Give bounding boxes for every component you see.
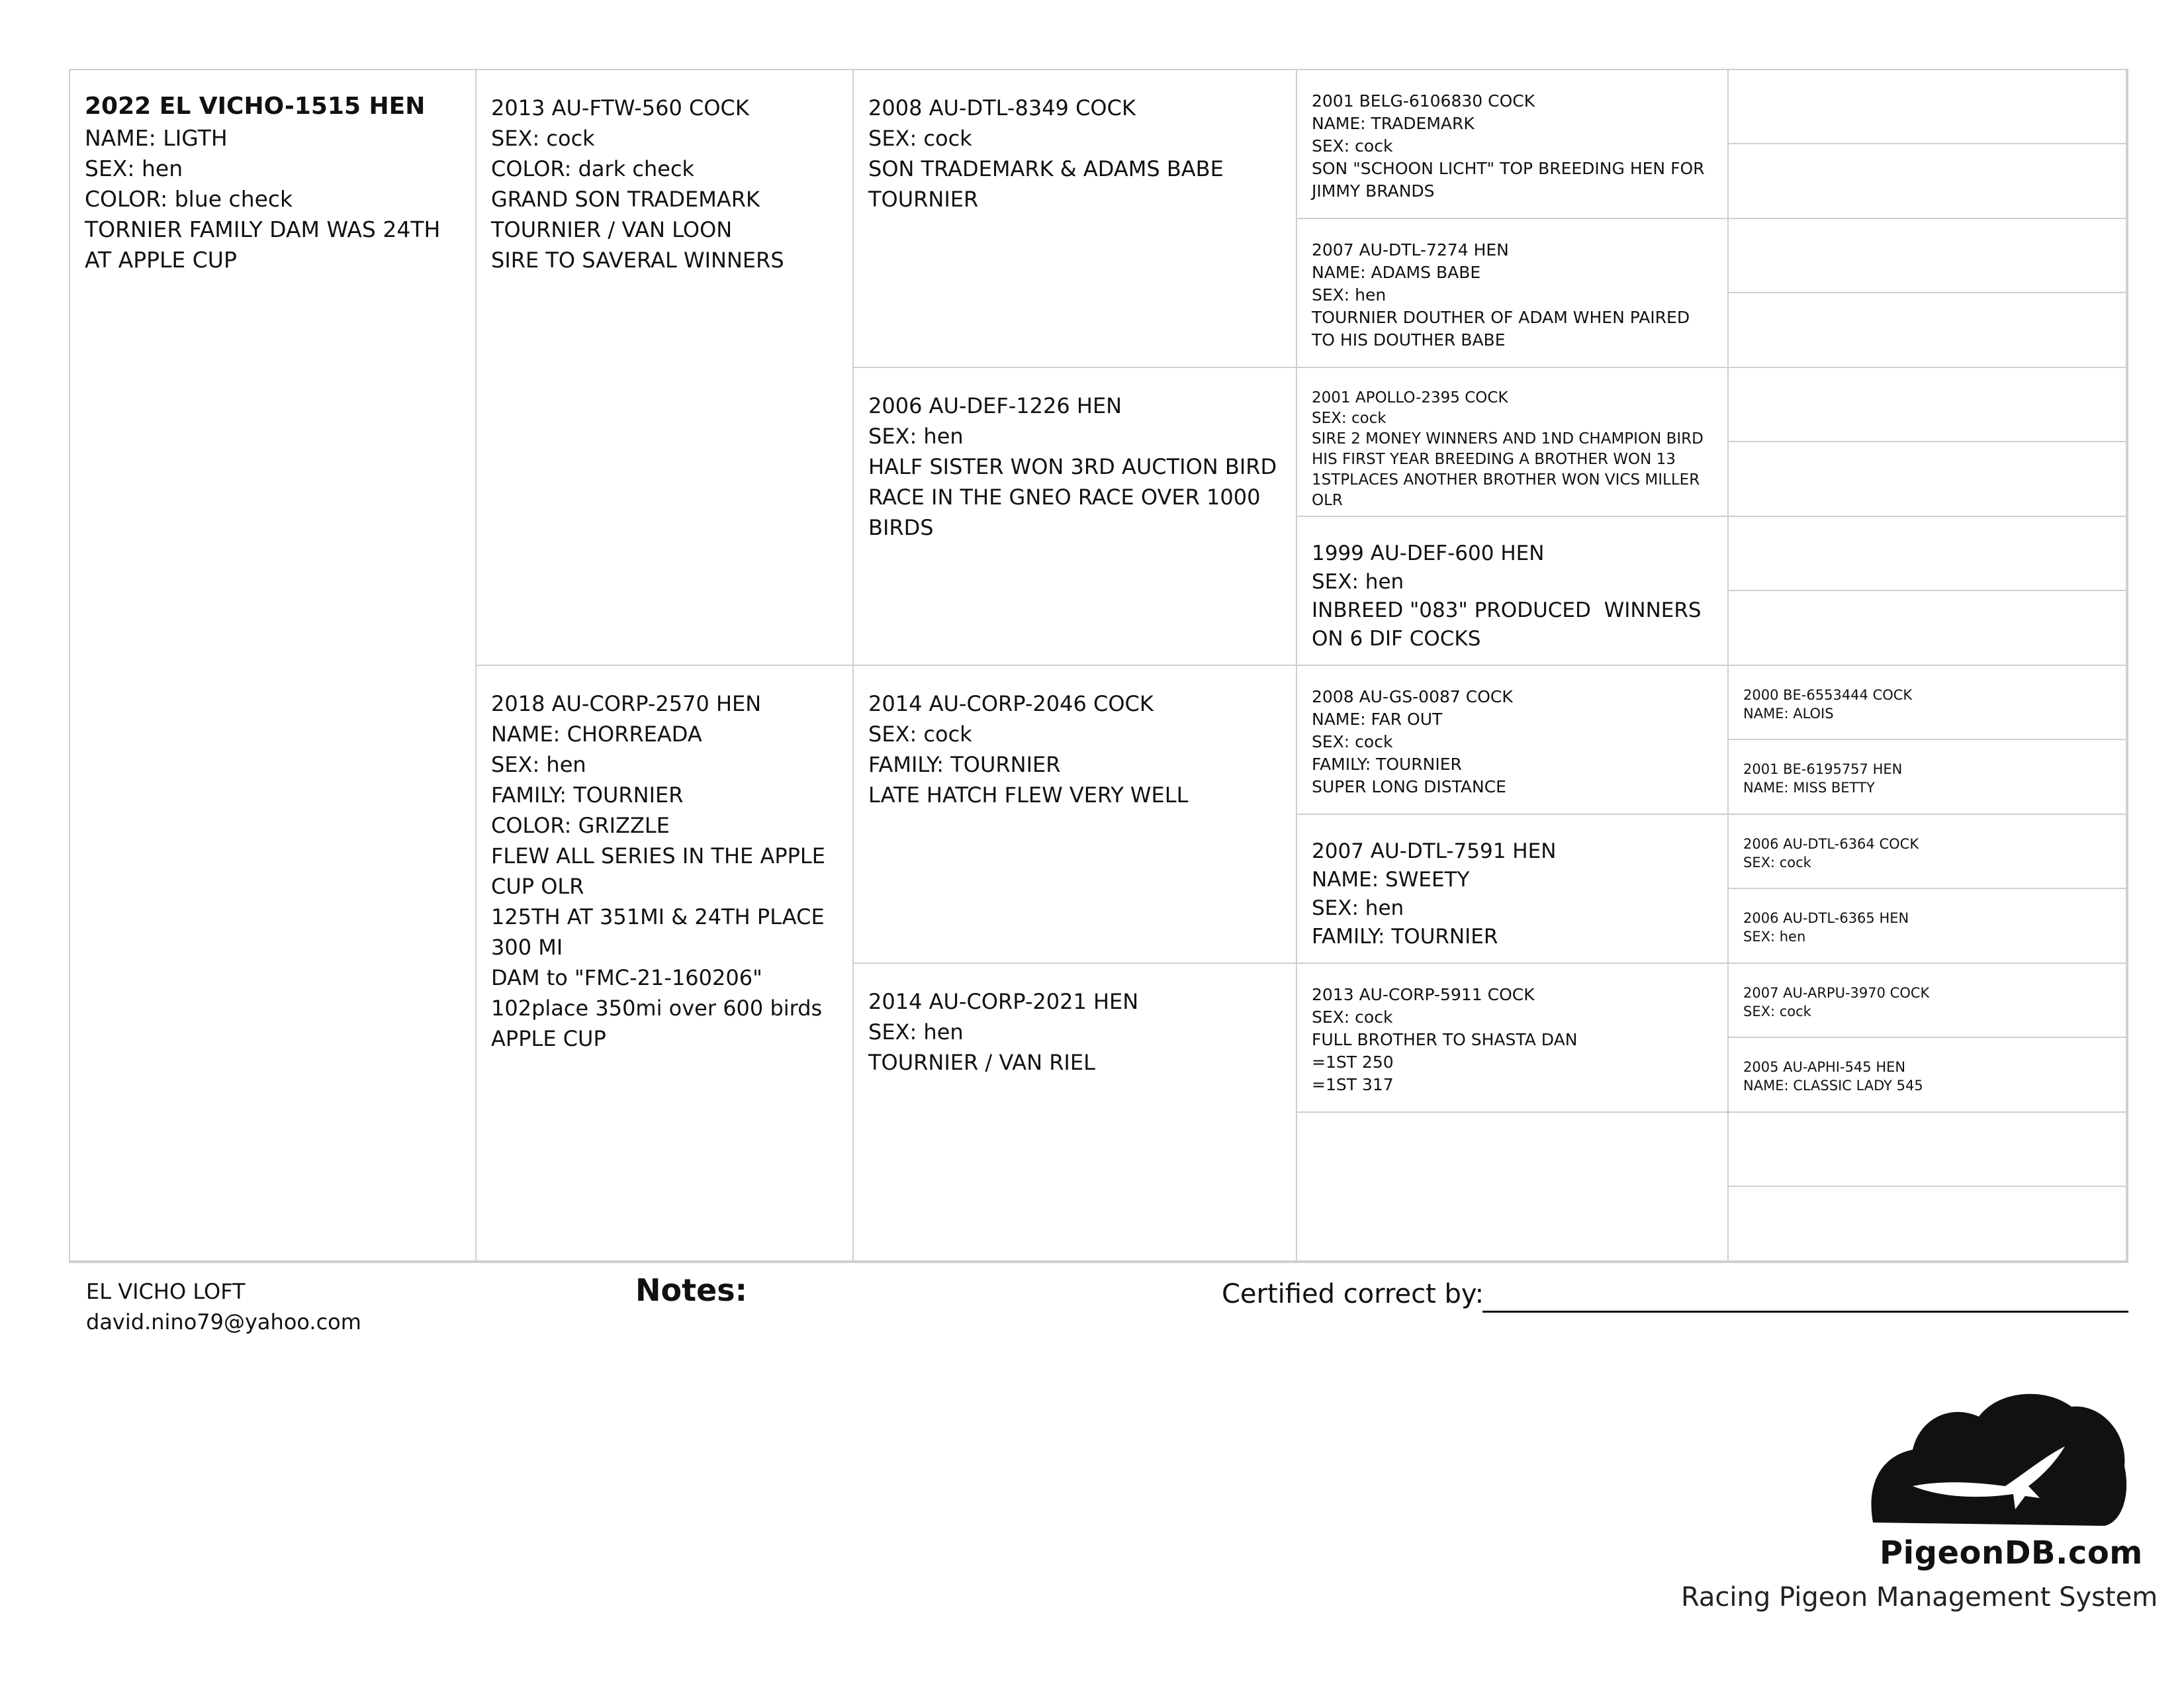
sire-line: GRAND SON TRADEMARK [491, 187, 760, 212]
dam-line: NAME: CHORREADA [491, 722, 702, 747]
sire-cell [477, 70, 854, 666]
ancestor-cell-gen5-empty [1729, 293, 2127, 368]
ancestor-line: 2008 AU-DTL-8349 COCK [868, 95, 1136, 120]
ancestor-line: SEX: cock [1743, 855, 1811, 870]
ancestor-cell-gen5-empty [1729, 591, 2127, 666]
sire-line: SIRE TO SAVERAL WINNERS [491, 248, 784, 273]
logo-tagline: Racing Pigeon Management System [1681, 1582, 2158, 1613]
ancestor-line: 2005 AU-APHI-545 HEN [1743, 1059, 1906, 1075]
ancestor-line: =1ST 317 [1312, 1075, 1394, 1094]
ancestor-line: SEX: hen [1312, 896, 1404, 920]
ancestor-line: NAME: TRADEMARK [1312, 114, 1475, 133]
pigeondb-logo-icon [1866, 1387, 2131, 1532]
ancestor-cell-gen5 [1729, 666, 2127, 740]
subject-title: 2022 EL VICHO-1515 HEN [85, 93, 426, 120]
sire-line: TOURNIER / VAN LOON [491, 217, 733, 242]
dam-line: FAMILY: TOURNIER [491, 782, 684, 808]
ancestor-line: 2013 AU-CORP-5911 COCK [1312, 985, 1535, 1004]
ancestor-line: NAME: CLASSIC LADY 545 [1743, 1078, 1923, 1094]
ancestor-line: 2001 BELG-6106830 COCK [1312, 91, 1535, 111]
ancestor-cell-gen4-empty [1297, 1113, 1729, 1262]
ancestor-line: 2006 AU-DTL-6364 COCK [1743, 836, 1919, 852]
ancestor-line: 2006 AU-DTL-6365 HEN [1743, 910, 1909, 926]
ancestor-line: 2001 BE-6195757 HEN [1743, 761, 1903, 777]
dam-line: DAM to "FMC-21-160206" 102place 350mi over 600 birds [491, 965, 823, 1021]
dam-line: 2018 AU-CORP-2570 HEN [491, 691, 762, 716]
ancestor-cell-gen5 [1729, 964, 2127, 1038]
ancestor-cell-gen5 [1729, 1038, 2127, 1113]
ancestor-cell-gen4 [1297, 666, 1729, 815]
ancestor-line: 1999 AU-DEF-600 HEN [1312, 541, 1545, 565]
certified-label: Certified correct by: [1222, 1279, 1484, 1309]
ancestor-line: SEX: cock [1312, 1008, 1393, 1027]
ancestor-line: FAMILY: TOURNIER [1312, 755, 1462, 774]
ancestor-line: FAMILY: TOURNIER [1312, 925, 1498, 949]
loft-email: david.nino79@yahoo.com [86, 1309, 361, 1335]
ancestor-cell-gen5-empty [1729, 1187, 2127, 1262]
dam-line: APPLE CUP [491, 1026, 606, 1051]
ancestor-cell-gen3 [854, 368, 1297, 666]
ancestor-line: SEX: hen [1743, 929, 1806, 945]
sire-line: COLOR: dark check [491, 156, 695, 181]
ancestor-line: 2000 BE-6553444 COCK [1743, 687, 1913, 703]
logo-brand: PigeonDB.com [1880, 1534, 2143, 1571]
dam-line: FLEW ALL SERIES IN THE APPLE CUP OLR [491, 843, 833, 899]
ancestor-cell-gen4 [1297, 964, 1729, 1113]
sire-line: 2013 AU-FTW-560 COCK [491, 95, 749, 120]
ancestor-line: INBREED "083" PRODUCED WINNERS ON 6 DIF COCKS [1312, 598, 1708, 651]
ancestor-line: TOURNIER / VAN RIEL [868, 1050, 1095, 1075]
ancestor-cell-gen4 [1297, 517, 1729, 666]
ancestor-line: SEX: hen [868, 424, 964, 449]
dam-cell [477, 666, 854, 1262]
subject-line: NAME: LIGTH [85, 125, 228, 151]
subject-line: TORNIER FAMILY DAM WAS 24TH AT APPLE CUP [85, 216, 447, 273]
ancestor-cell-gen5 [1729, 889, 2127, 964]
ancestor-line: NAME: SWEETY [1312, 868, 1470, 892]
ancestor-cell-gen3 [854, 666, 1297, 964]
ancestor-cell-gen4 [1297, 219, 1729, 368]
ancestor-line: SON "SCHOON LICHT" TOP BREEDING HEN FOR JIMMY BRANDS [1312, 159, 1710, 201]
pedigree-chart [69, 69, 2128, 1263]
ancestor-line: LATE HATCH FLEW VERY WELL [868, 782, 1189, 808]
sire-line: SEX: cock [491, 126, 595, 151]
ancestor-cell-gen5-empty [1729, 144, 2127, 219]
loft-info [86, 1276, 361, 1337]
dam-line: SEX: hen [491, 752, 586, 777]
ancestor-line: SEX: cock [1312, 410, 1387, 427]
ancestor-line: SEX: cock [1743, 1004, 1811, 1019]
subject-cell [70, 70, 477, 1262]
ancestor-cell-gen4 [1297, 815, 1729, 964]
signature-line [1482, 1311, 2128, 1313]
ancestor-line: SUPER LONG DISTANCE [1312, 777, 1506, 796]
ancestor-line: FAMILY: TOURNIER [868, 752, 1061, 777]
ancestor-line: 2001 APOLLO-2395 COCK [1312, 389, 1508, 406]
ancestor-cell-gen3 [854, 70, 1297, 368]
ancestor-line: NAME: ADAMS BABE [1312, 263, 1481, 282]
ancestor-line: SIRE 2 MONEY WINNERS AND 1ND CHAMPION BIRD HIS FIRST YEAR BREEDING A BROTHER WON 13 1STPLACES ANOTHER BROTHER WON VICS MILLER OLR [1312, 430, 1709, 509]
ancestor-cell-gen5-empty [1729, 1113, 2127, 1187]
ancestor-line: SEX: cock [868, 126, 972, 151]
ancestor-line: HALF SISTER WON 3RD AUCTION BIRD RACE IN THE GNEO RACE OVER 1000 BIRDS [868, 454, 1284, 540]
ancestor-line: SEX: cock [1312, 136, 1393, 156]
dam-line: COLOR: GRIZZLE [491, 813, 670, 838]
ancestor-line: SEX: cock [1312, 732, 1393, 751]
notes-label: Notes: [635, 1272, 748, 1308]
ancestor-cell-gen4 [1297, 368, 1729, 517]
ancestor-cell-gen3 [854, 964, 1297, 1262]
ancestor-line: 2007 AU-ARPU-3970 COCK [1743, 985, 1930, 1001]
ancestor-cell-gen5 [1729, 815, 2127, 889]
ancestor-line: SEX: cock [868, 722, 972, 747]
ancestor-line: NAME: FAR OUT [1312, 710, 1443, 729]
ancestor-line: TOURNIER DOUTHER OF ADAM WHEN PAIRED TO HIS DOUTHER BABE [1312, 308, 1696, 350]
ancestor-line: SON TRADEMARK & ADAMS BABE [868, 156, 1224, 181]
subject-line: SEX: hen [85, 156, 183, 181]
ancestor-cell-gen5-empty [1729, 368, 2127, 442]
ancestor-cell-gen5-empty [1729, 442, 2127, 517]
ancestor-line: 2007 AU-DTL-7274 HEN [1312, 240, 1509, 259]
ancestor-line: 2008 AU-GS-0087 COCK [1312, 687, 1513, 706]
ancestor-cell-gen5-empty [1729, 517, 2127, 591]
ancestor-line: 2014 AU-CORP-2021 HEN [868, 989, 1139, 1014]
ancestor-line: =1ST 250 [1312, 1053, 1394, 1072]
ancestor-cell-gen5-empty [1729, 219, 2127, 293]
ancestor-line: 2006 AU-DEF-1226 HEN [868, 393, 1122, 418]
dam-line: 125TH AT 351MI & 24TH PLACE 300 MI [491, 904, 831, 960]
ancestor-line: 2007 AU-DTL-7591 HEN [1312, 839, 1557, 863]
ancestor-line: TOURNIER [868, 187, 979, 212]
subject-line: COLOR: blue check [85, 186, 293, 212]
ancestor-line: SEX: hen [868, 1019, 964, 1045]
ancestor-cell-gen5 [1729, 740, 2127, 815]
ancestor-cell-gen4 [1297, 70, 1729, 219]
ancestor-line: FULL BROTHER TO SHASTA DAN [1312, 1030, 1578, 1049]
ancestor-line: SEX: hen [1312, 285, 1387, 305]
ancestor-line: NAME: ALOIS [1743, 706, 1834, 722]
ancestor-line: 2014 AU-CORP-2046 COCK [868, 691, 1154, 716]
ancestor-cell-gen5-empty [1729, 70, 2127, 144]
ancestor-line: NAME: MISS BETTY [1743, 780, 1875, 796]
ancestor-line: SEX: hen [1312, 570, 1404, 594]
loft-name: EL VICHO LOFT [86, 1279, 246, 1304]
